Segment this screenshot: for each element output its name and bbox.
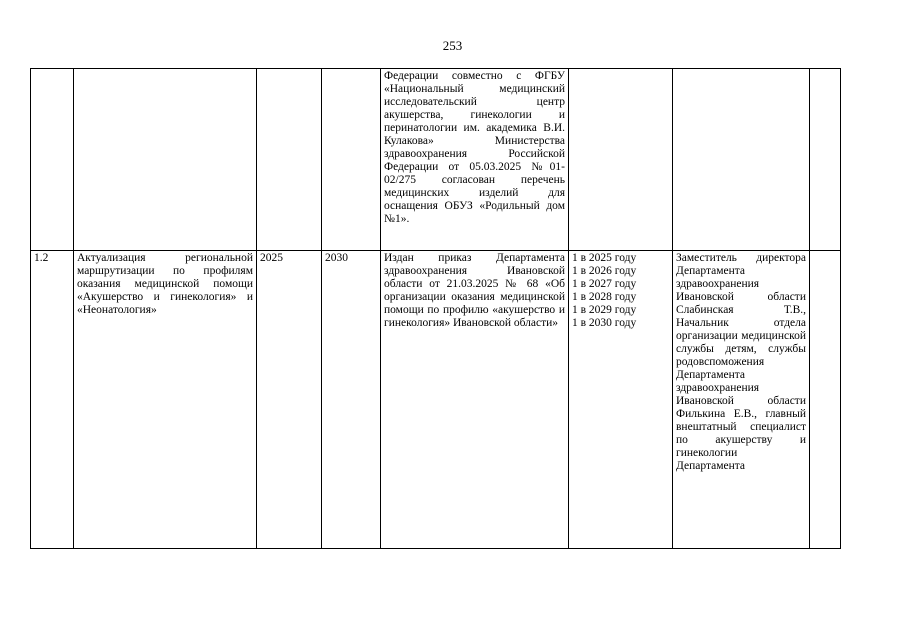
result-text: Издан приказ Департамента здравоохранения Ивановской области от 21.03.2025 № 68 «Об организации оказания медицинской помощи по профилю «акушерство и гинекология» Ивановской области» (384, 252, 565, 329)
frequency-item: 1 в 2030 году (572, 317, 637, 329)
cell-number: 1.2 (31, 251, 74, 549)
table-row-1-2 (31, 251, 841, 549)
cell-end-year: 2030 (322, 251, 381, 549)
cell-end-year (322, 69, 381, 251)
cell-start-year: 2025 (257, 251, 322, 549)
page-number: 253 (442, 38, 463, 53)
plan-table (30, 68, 841, 549)
cell-responsible (673, 251, 810, 549)
cell-number (31, 69, 74, 251)
frequency-item: 1 в 2028 году (572, 291, 637, 303)
cell-name (74, 69, 257, 251)
measure-name: Актуализация региональной маршрутизации по профилям оказания медицинской помощи «Акушерство и гинекология» и «Неонатология» (77, 252, 253, 316)
cell-responsible (673, 69, 810, 251)
cell-name (74, 251, 257, 549)
cell-result (381, 69, 569, 251)
table-row-continuation (31, 69, 841, 251)
cell-notes (810, 69, 841, 251)
cell-start-year (257, 69, 322, 251)
cell-frequency (569, 69, 673, 251)
cell-result (381, 251, 569, 549)
cell-frequency (569, 251, 673, 549)
result-text: Федерации совместно с ФГБУ «Национальный медицинский исследовательский центр акушерства, гинекологии и перинатологии им. академика В.И. Кулакова» Министерства здравоохранения Российской Федерации от 05.03.2025 №01-02/275 согласован перечень медицинских изделий для оснащения ОБУЗ «Родильный дом №1». (384, 70, 565, 225)
frequency-item: 1 в 2029 году (572, 304, 637, 316)
frequency-item: 1 в 2025 году (572, 252, 637, 264)
frequency-item: 1 в 2027 году (572, 278, 637, 290)
frequency-item: 1 в 2026 году (572, 265, 637, 277)
responsible-text: Заместитель директора Департамента здравоохранения Ивановской области Слабинская Т.В., Начальник отдела организации медицинской службы детям, службы родовспоможения Департамента здравоохранения Ивановской области Филькина Е.В., главный внештатный специалист по акушерству и гинекологии Департамента (676, 252, 806, 472)
cell-notes (810, 251, 841, 549)
